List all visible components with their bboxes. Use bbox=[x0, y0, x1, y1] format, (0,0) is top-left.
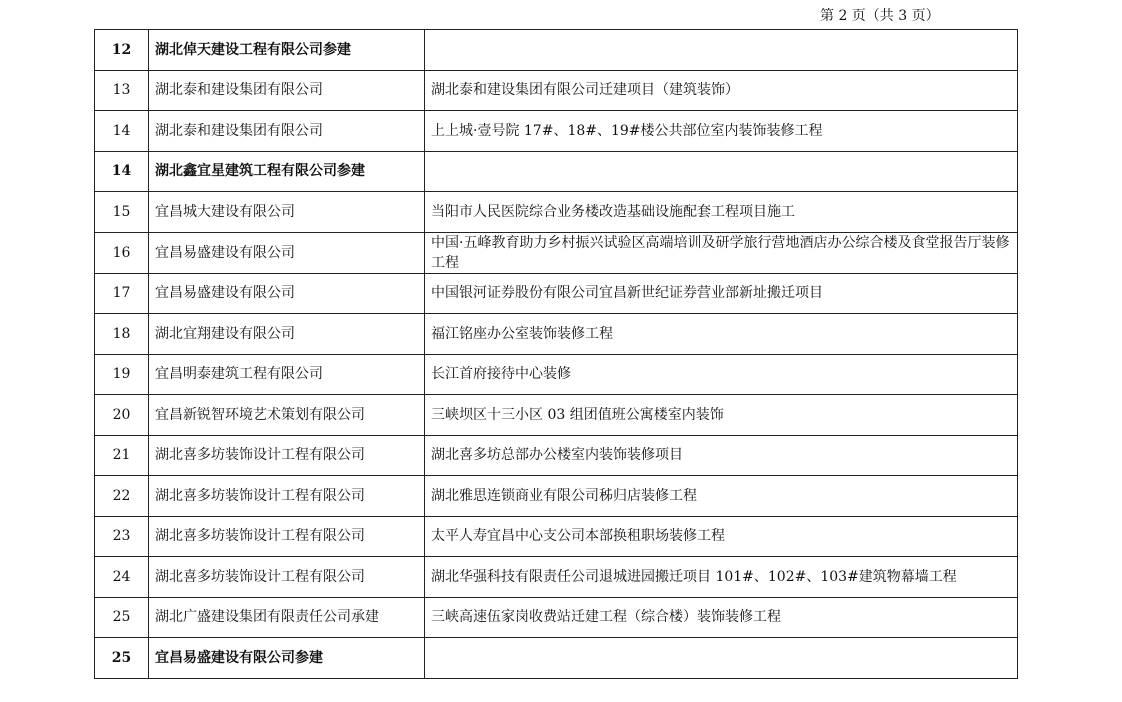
table-row bbox=[95, 516, 1018, 557]
row-number-cell: 14 bbox=[95, 111, 149, 152]
company-cell: 湖北喜多坊装饰设计工程有限公司 bbox=[149, 476, 425, 517]
project-cell: 湖北喜多坊总部办公楼室内装饰装修项目 bbox=[425, 435, 1018, 476]
company-cell: 湖北喜多坊装饰设计工程有限公司 bbox=[149, 557, 425, 598]
page-number: 第 2 页（共 3 页） bbox=[820, 8, 940, 24]
table-row bbox=[95, 273, 1018, 314]
project-cell: 中国·五峰教育助力乡村振兴试验区高端培训及研学旅行营地酒店办公综合楼及食堂报告厅装修工程 bbox=[425, 232, 1018, 273]
company-cell: 湖北宜翔建设有限公司 bbox=[149, 314, 425, 355]
project-cell: 中国银河证券股份有限公司宜昌新世纪证券营业部新址搬迁项目 bbox=[425, 273, 1018, 314]
row-number-cell: 25 bbox=[95, 597, 149, 638]
row-number-cell: 18 bbox=[95, 314, 149, 355]
table-row bbox=[95, 597, 1018, 638]
table-row bbox=[95, 314, 1018, 355]
project-cell: 三峡坝区十三小区 03 组团值班公寓楼室内装饰 bbox=[425, 395, 1018, 436]
project-cell bbox=[425, 151, 1018, 192]
table-row bbox=[95, 395, 1018, 436]
company-cell: 宜昌明泰建筑工程有限公司 bbox=[149, 354, 425, 395]
awards-table bbox=[94, 29, 1018, 679]
row-number-cell: 15 bbox=[95, 192, 149, 233]
project-cell: 湖北泰和建设集团有限公司迁建项目（建筑装饰） bbox=[425, 70, 1018, 111]
awards-table-body bbox=[95, 30, 1018, 679]
table-row bbox=[95, 70, 1018, 111]
company-cell: 宜昌易盛建设有限公司参建 bbox=[149, 638, 425, 679]
project-cell: 上上城·壹号院 17#、18#、19#楼公共部位室内装饰装修工程 bbox=[425, 111, 1018, 152]
project-cell: 长江首府接待中心装修 bbox=[425, 354, 1018, 395]
row-number-cell: 21 bbox=[95, 435, 149, 476]
company-cell: 宜昌城大建设有限公司 bbox=[149, 192, 425, 233]
table-group-row bbox=[95, 151, 1018, 192]
project-cell: 湖北雅思连锁商业有限公司秭归店装修工程 bbox=[425, 476, 1018, 517]
table-group-row bbox=[95, 638, 1018, 679]
row-number-cell: 14 bbox=[95, 151, 149, 192]
project-cell: 湖北华强科技有限责任公司退城进园搬迁项目 101#、102#、103#建筑物幕墙工程 bbox=[425, 557, 1018, 598]
company-cell: 湖北鑫宜星建筑工程有限公司参建 bbox=[149, 151, 425, 192]
company-cell: 湖北泰和建设集团有限公司 bbox=[149, 111, 425, 152]
company-cell: 湖北泰和建设集团有限公司 bbox=[149, 70, 425, 111]
project-cell: 三峡高速伍家岗收费站迁建工程（综合楼）装饰装修工程 bbox=[425, 597, 1018, 638]
company-cell: 宜昌新锐智环境艺术策划有限公司 bbox=[149, 395, 425, 436]
row-number-cell: 25 bbox=[95, 638, 149, 679]
table-row bbox=[95, 354, 1018, 395]
project-cell bbox=[425, 30, 1018, 71]
table-row bbox=[95, 111, 1018, 152]
table-row bbox=[95, 557, 1018, 598]
table-row bbox=[95, 232, 1018, 273]
company-cell: 湖北广盛建设集团有限责任公司承建 bbox=[149, 597, 425, 638]
row-number-cell: 24 bbox=[95, 557, 149, 598]
project-cell bbox=[425, 638, 1018, 679]
row-number-cell: 19 bbox=[95, 354, 149, 395]
row-number-cell: 12 bbox=[95, 30, 149, 71]
project-cell: 太平人寿宜昌中心支公司本部换租职场装修工程 bbox=[425, 516, 1018, 557]
row-number-cell: 23 bbox=[95, 516, 149, 557]
company-cell: 宜昌易盛建设有限公司 bbox=[149, 232, 425, 273]
company-cell: 宜昌易盛建设有限公司 bbox=[149, 273, 425, 314]
company-cell: 湖北喜多坊装饰设计工程有限公司 bbox=[149, 435, 425, 476]
row-number-cell: 13 bbox=[95, 70, 149, 111]
project-cell: 当阳市人民医院综合业务楼改造基础设施配套工程项目施工 bbox=[425, 192, 1018, 233]
table-group-row bbox=[95, 30, 1018, 71]
project-cell: 福江铭座办公室装饰装修工程 bbox=[425, 314, 1018, 355]
company-cell: 湖北喜多坊装饰设计工程有限公司 bbox=[149, 516, 425, 557]
row-number-cell: 16 bbox=[95, 232, 149, 273]
table-row bbox=[95, 435, 1018, 476]
table-row bbox=[95, 476, 1018, 517]
row-number-cell: 22 bbox=[95, 476, 149, 517]
table-row bbox=[95, 192, 1018, 233]
row-number-cell: 20 bbox=[95, 395, 149, 436]
row-number-cell: 17 bbox=[95, 273, 149, 314]
company-cell: 湖北倬天建设工程有限公司参建 bbox=[149, 30, 425, 71]
